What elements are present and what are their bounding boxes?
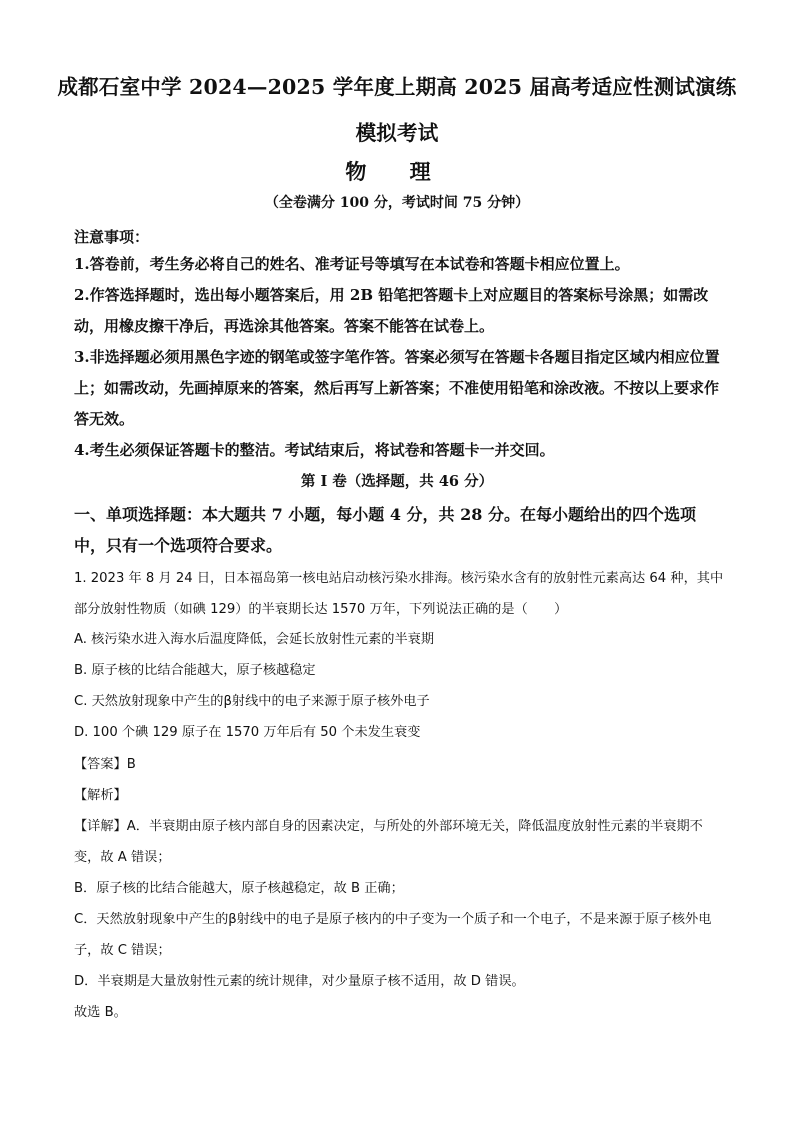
exam-title-line2: 模拟考试 [355, 121, 439, 145]
question-options [74, 624, 724, 748]
detail-line: 故选 B。 [74, 1005, 127, 1020]
section-heading: 一、单项选择题：本大题共 7 小题，每小题 4 分，共 28 分。在每小题给出的四个选项中，只有一个选项符合要求。 [74, 505, 696, 555]
detail-line: D．半衰期是大量放射性元素的统计规律，对少量原子核不适用，故 D 错误。 [74, 974, 525, 989]
notice-item: 2.作答选择题时，选出每小题答案后，用 2B 铅笔把答题卡上对应题目的答案标号涂黑；如需改动，用橡皮擦干净后，再选涂其他答案。答案不能答在试卷上。 [74, 286, 709, 335]
answer-value: B [126, 757, 136, 772]
notice-item: 4.考生必须保证答题卡的整洁。考试结束后，将试卷和答题卡一并交回。 [74, 441, 555, 459]
question-stem: 1. 2023 年 8 月 24 日，日本福岛第一核电站启动核污染水排海。核污染水含有的放射性元素高达 64 种，其中部分放射性物质（如碘 129）的半衰期长达 1570 万年，下列说法正确的是（ ） [74, 571, 724, 617]
detail-line: B．原子核的比结合能越大，原子核越稳定，故 B 正确； [74, 881, 404, 896]
notice-item: 1.答卷前，考生务必将自己的姓名、准考证号等填写在本试卷和答题卡相应位置上。 [74, 255, 630, 273]
analysis-label: 【解析】 [74, 788, 127, 803]
option-a: A. 核污染水进入海水后温度降低，会延长放射性元素的半衰期 [74, 632, 435, 647]
subject-title: 物 理 [345, 159, 449, 184]
option-b: B. 原子核的比结合能越大，原子核越稳定 [74, 663, 316, 678]
answer-line [74, 749, 724, 780]
option-c: C. 天然放射现象中产生的β射线中的电子来源于原子核外电子 [74, 694, 430, 709]
notice-list [74, 249, 724, 466]
exam-title: 成都石室中学 2024—2025 学年度上期高 2025 届高考适应性测试演练 [57, 75, 737, 99]
notice-heading: 注意事项： [74, 228, 150, 246]
detail-explanation [74, 811, 724, 1028]
option-d: D. 100 个碘 129 原子在 1570 万年后有 50 个未发生衰变 [74, 725, 421, 740]
notice-item: 3.非选择题必须用黑色字迹的钢笔或签字笔作答。答案必须写在答题卡各题目指定区域内相应位置上；如需改动，先画掉原来的答案，然后再写上新答案；不准使用铅笔和涂改液。不按以上要求作答无效。 [74, 348, 720, 428]
answer-label: 【答案】 [74, 757, 127, 772]
detail-line: C．天然放射现象中产生的β射线中的电子是原子核内的中子变为一个质子和一个电子，不是来源于原子核外电子，故 C 错误； [74, 912, 712, 958]
part-heading: 第 I 卷（选择题，共 46 分） [300, 473, 494, 490]
detail-line: 【详解】A．半衰期由原子核内部自身的因素决定，与所处的外部环境无关，降低温度放射性元素的半衰期不变，故 A 错误； [74, 819, 703, 865]
exam-subtitle: （全卷满分 100 分，考试时间 75 分钟） [264, 195, 530, 211]
